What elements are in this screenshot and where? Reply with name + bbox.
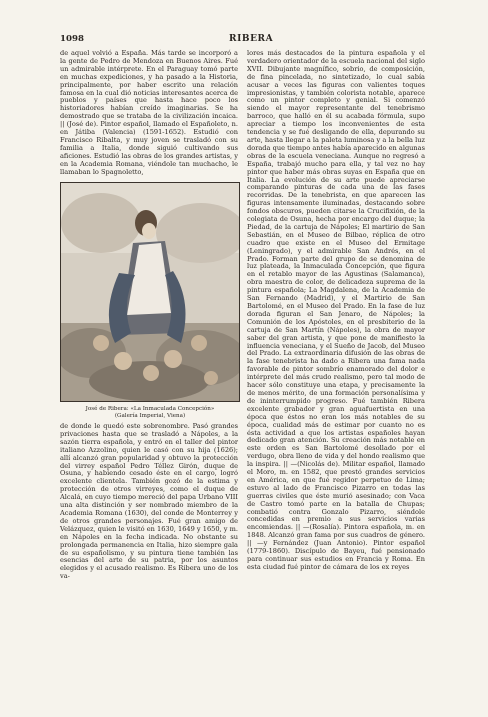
entry-text-continued: de donde le quedó este sobrenombre. Pasó grandes privaciones hasta que se trasladó a Nápoles, a la sazón tierra española, y entró en el taller del pintor italiano Azzolino, quien le casó con su hija (1626); allí alcanzó gran popularidad y obtuvo la protección del virrey español Pedro Téllez Girón, duque de Osuna, y habiendo cesado éste en el cargo, logró excelente clientela. También gozó de la estima y protección de otros virreyes, como el duque de Alcalá, en cuyo tiempo mereció del papa Urbano VIII una alta distinción y ser nombrado miembro de la Academia Romana (1630), del conde de Monterrey y de otros grandes personajes. Fué gran amigo de Velázquez, quien le visitó en 1630, 1649 y 1650, y m. en Nápoles en la fecha indicada. No obstante su prolongada permanencia en Italia, hizo siempre gala de su españolismo, y su pintura tiene también las esencias del arte de su patria, por los asuntos elegidos y el acusado realismo. Es Ribera uno de los va- [60,422,238,581]
page-number: 1098 [60,34,84,44]
page-header [0,34,488,48]
figure-caption [60,406,240,420]
painting-image [60,182,240,402]
entry-text: de aquel volvió a España. Más tarde se incorporó a la gente de Pedro de Mendoza en Buenos Aires. Fué un admirable intérprete. En el Paraguay tomó parte en muchas expediciones, y ha pasado a la Historia, principalmente, por haber escrito una relación famosa en la cual dió noticias interesantes acerca de pueblos y países que hasta hace poco los historiadores habían creído imaginarias. Se ha demostrado que se trataba de la civilización incaica. || (José de). Pintor español, llamado el Españoleto, n. en Játiba (Valencia) (1591-1652). Estudió con Francisco Ribalta, y muy joven se trasladó con su familia a Italia, donde siguió cultivando sus aficiones. Estudió las obras de los grandes artistas, y en la Academia Romana, viéndole tan muchacho, le llamaban lo Spagnoletto, [60,49,238,176]
caption-title: José de Ribera: «La Inmaculada Concepción» [85,406,215,413]
caption-location: (Galería Imperial, Viena) [114,413,186,420]
painting-figure [60,182,240,421]
right-column [247,50,425,572]
entry-text-right: lores más destacados de la pintura española y el verdadero orientador de la escuela nacional del siglo XVII. Dibujante magnífico, sobrio, de composición, de fina pincelada, no sintetizado, lo cual sabía acusar a veces las figuras con valientes toques impresionistas, y también colorista notable, aparece como un pintor completo y genial. Si comenzó siendo el mayor representante del tenebrismo barroco, que halló en él su acabada fórmula, supo apreciar a tiempo los inconvenientes de esta tendencia y se fué desligando de ella, depurando su arte, hasta llegar a la paleta luminosa y a la bella luz dorada que tiempo antes había aparecido en algunas obras de la escuela veneciana. Aunque no regresó a España, trabajó mucho para ella, y tal vez no hay pintor que haber más obras suyas en España que en Italia. La evolución de su arte puede apreciarse comparando pinturas de cada una de las fases recorridas. De la tenebrista, en que aparecen las figuras intensamente iluminadas, destacando sobre fondos obscuros, pueden citarse la Crucifixión, de la colegiata de Osuna, hecha por encargo del duque; la Piedad, de la cartuja de Nápoles; El martirio de San Sebastián, en el Museo de Bilbao, réplica de otro cuadro que existe en el Museo del Ermitage (Leningrado), y el admirable San Andrés, en el Prado. Forman parte del grupo de se denomina de luz plateada, la Inmaculada Concepción, que figura en el retablo mayor de las Agustinas (Salamanca), obra maestra de color, de delicadeza suprema de la pintura española; La Magdalena, de la Academia de San Fernando (Madrid), y el Martirio de San Bartolomé, en el Museo del Prado. En la fase de luz dorada figuran el San Jenaro, de Nápoles; la Comunión de los Apóstoles, en el presbiterio de la cartuja de San Martín (Nápoles), la obra de mayor saber del gran artista, y que pone de manifiesto la influencia veneciana, y el Sueño de Jacob, del Museo del Prado. La extraordinaria difusión de las obras de la fase tenebrista ha dado a Ribera una fama nada favorable de pintor sombrío enamorado del dolor e intérprete del más crudo realismo, pero tal modo de hacer sólo constituye una etapa, y precisamente la de menos mérito, de una formación personalísima y de ininterrumpido progreso. Fué también Ribera excelente grabador y gran aguafuertista en una época que éstos no eran los más notables de su época, cualidad más de estimar por cuanto no es ésta actividad a que los artistas españoles hayan dedicado gran atención. Su creación más notable en este orden es San Bartolomé desollado por el verdugo, obra lleno de vida y del hondo realismo que la inspira. || —(Nicolás de). Militar español, llamado el Moro, m. en 1582, que prestó grandes servicios en América, en que fué regidor perpetuo de Lima; estuvo al lado de Francisco Pizarro en todas las guerras civiles que éste murió asesinado; con Vaca de Castro tomó parte en la batalla de Chupas; combatió contra Gonzalo Pizarro, siéndole concedidas en premio a sus servicios varias encomiendas. || —(Rosalía). Pintora española, m. en 1848. Alcanzó gran fama por sus cuadros de género. || —y Fernández (Juan Antonio). Pintor español (1779-1860). Discípulo de Bayeu, fué pensionado para continuar sus estudios en Francia y Roma. En esta ciudad fué pintor de cámara de los ex reyes [247,49,425,571]
running-title: RIBERA [229,34,274,44]
left-column [60,50,238,581]
